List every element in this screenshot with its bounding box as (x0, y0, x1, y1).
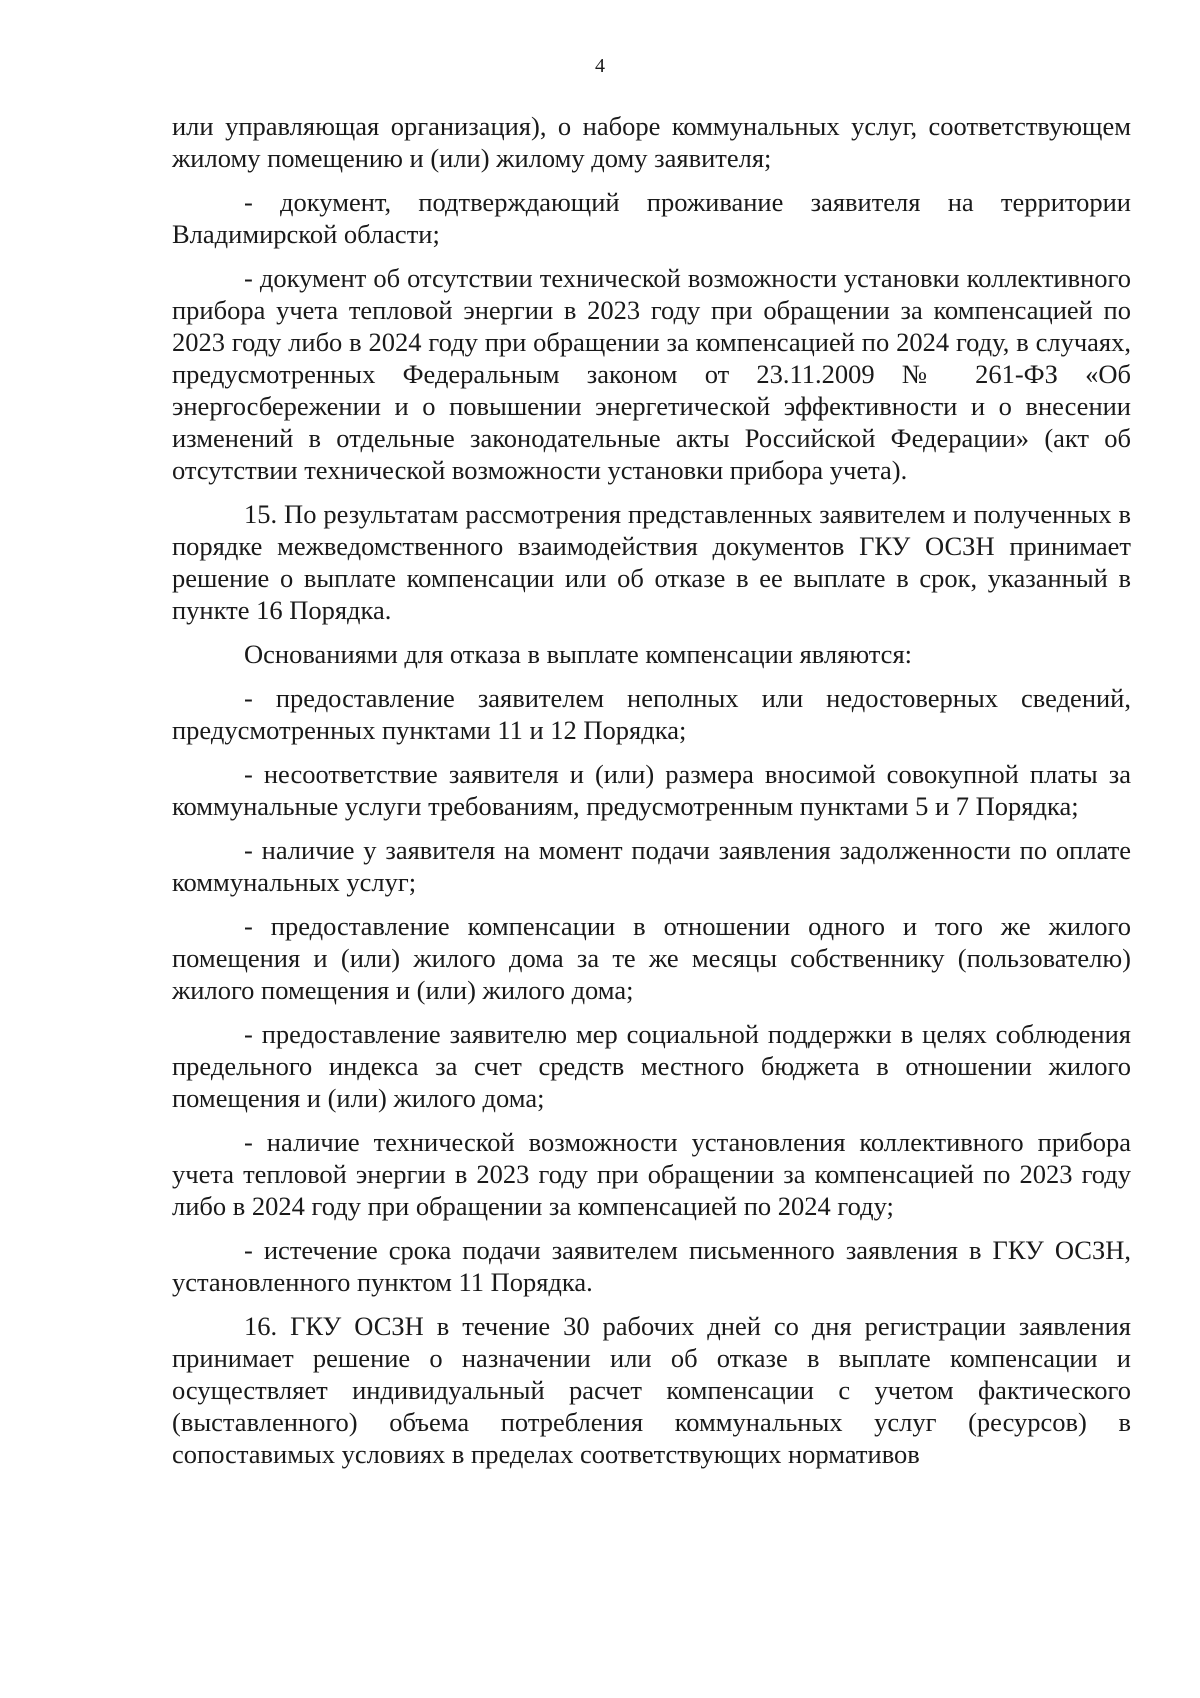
paragraph-residence-document: - документ, подтверждающий проживание заявителя на территории Владимирской области; (172, 187, 1131, 249)
paragraph-refusal-grounds-heading: Основаниями для отказа в выплате компенсации являются: (244, 639, 912, 669)
paragraph-ground-social-support: - предоставление заявителю мер социальной поддержки в целях соблюдения предельного индекса за счет средств местного бюджета в отношении жилого помещения и (или) жилого дома; (172, 1019, 1131, 1113)
paragraph-ground-meter-possible: - наличие технической возможности установления коллективного прибора учета тепловой энергии в 2023 году при обращении за компенсацией по 2023 году либо в 2024 году при обращении за компенсацией по 2024 году; (172, 1127, 1131, 1221)
document-body (172, 110, 1131, 1470)
paragraph-ground-debt: - наличие у заявителя на момент подачи заявления задолженности по оплате коммунальных услуг; (172, 835, 1131, 897)
paragraph-item-16: 16. ГКУ ОСЗН в течение 30 рабочих дней со дня регистрации заявления принимает решение о назначении или об отказе в выплате компенсации и осуществляет индивидуальный расчет компенсации с учетом фактического (выставленного) объема потребления коммунальных услуг (ресурсов) в сопоставимых условиях в пределах соответствующих нормативов (172, 1311, 1131, 1469)
paragraph-item-15: 15. По результатам рассмотрения представленных заявителем и полученных в порядке межведомственного взаимодействия документов ГКУ ОСЗН принимает решение о выплате компенсации или об отказе в ее выплате в срок, указанный в пункте 16 Порядка. (172, 499, 1131, 625)
paragraph-ground-incomplete-info: - предоставление заявителем неполных или недостоверных сведений, предусмотренных пунктами 11 и 12 Порядка; (172, 683, 1131, 745)
paragraph-ground-deadline: - истечение срока подачи заявителем письменного заявления в ГКУ ОСЗН, установленного пунктом 11 Порядка. (172, 1235, 1131, 1297)
paragraph-ground-duplicate: - предоставление компенсации в отношении одного и того же жилого помещения и (или) жилого дома за те же месяцы собственнику (пользователю) жилого помещения и (или) жилого дома; (172, 911, 1131, 1005)
paragraph-continuation: или управляющая организация), о наборе коммунальных услуг, соответствующем жилому помещению и (или) жилому дому заявителя; (172, 111, 1131, 173)
page-number: 4 (595, 55, 605, 77)
paragraph-meter-absence-document: - документ об отсутствии технической возможности установки коллективного прибора учета тепловой энергии в 2023 году при обращении за компенсацией по 2023 году либо в 2024 году при обращении за компенсацией по 2024 году, в случаях, предусмотренных Федеральным законом от 23.11.2009 № 261-ФЗ «Об энергосбережении и о повышении энергетической эффективности и о внесении изменений в отдельные законодательные акты Российской Федерации» (акт об отсутствии технической возможности установки прибора учета). (172, 263, 1131, 485)
paragraph-ground-nonconformity: - несоответствие заявителя и (или) размера вносимой совокупной платы за коммунальные услуги требованиям, предусмотренным пунктами 5 и 7 Порядка; (172, 759, 1131, 821)
